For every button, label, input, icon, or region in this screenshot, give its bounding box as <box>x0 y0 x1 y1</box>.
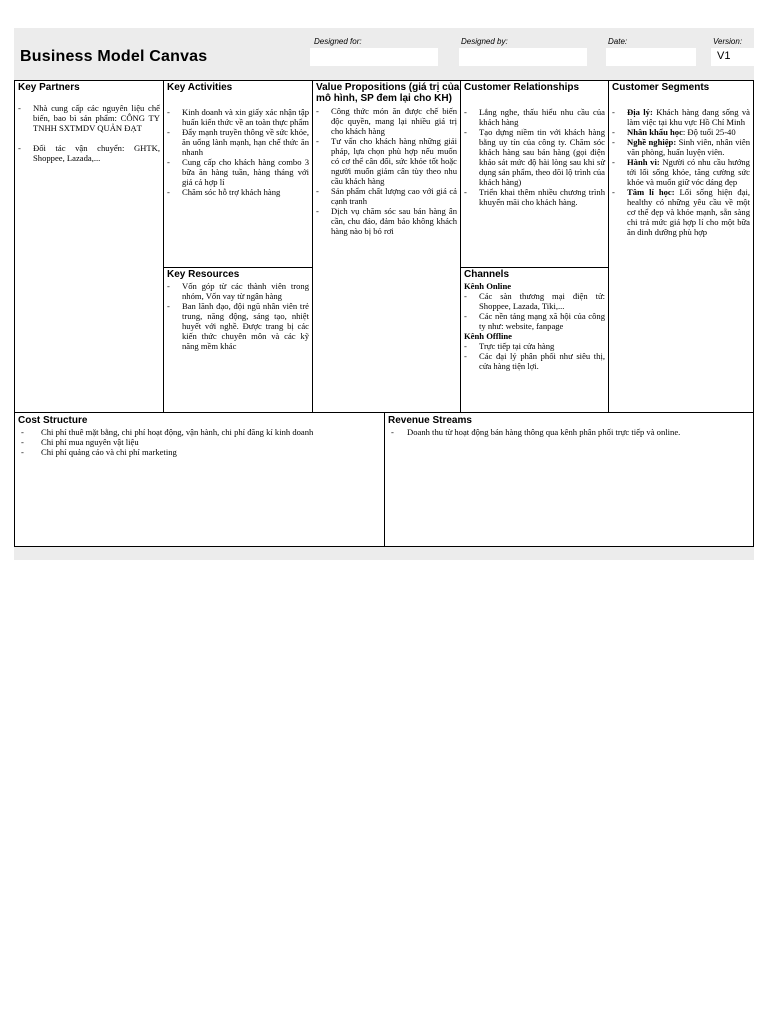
designed-by-label: Designed by: <box>461 37 508 46</box>
list-item: - Sản phẩm chất lượng cao với giá cả cạnh tranh <box>316 186 457 206</box>
cost-structure-block <box>15 412 384 546</box>
list-item: - Chi phí mua nguyên vật liệu <box>21 437 381 447</box>
key-partners-block <box>15 81 163 412</box>
channels-list <box>461 280 608 371</box>
customer-relationships-list <box>461 93 608 207</box>
key-resources-block <box>163 267 312 412</box>
list-item: - Lắng nghe, thấu hiểu nhu cầu của khách hàng <box>464 107 605 127</box>
list-item <box>612 157 750 187</box>
list-item: - Các nền tảng mạng xã hội của công ty như: website, fanpage <box>464 311 605 331</box>
key-activities-list <box>164 93 312 197</box>
list-item: - Chăm sóc hỗ trợ khách hàng <box>167 187 309 197</box>
segment-text: Người có nhu cầu hướng tới lối sống khỏe, tăng cường sức khỏe và muốn giữ vóc dáng đẹp <box>627 157 750 187</box>
date-field[interactable] <box>606 48 696 66</box>
key-resources-heading: Key Resources <box>167 269 240 280</box>
cost-structure-heading: Cost Structure <box>18 415 88 426</box>
list-item: - Doanh thu từ hoạt động bán hàng thông qua kênh phân phối trực tiếp và online. <box>391 427 750 437</box>
canvas-grid <box>14 80 754 547</box>
segment-text: Lối sống hiện đại, healthy có những yêu cầu về một cơ thể đẹp và khỏe mạnh, sẵn sàng chi trả mức giá hợp lí cho một bữa ăn dinh dưỡng phù hợp <box>627 187 750 237</box>
version-field[interactable] <box>711 48 754 66</box>
list-item: - Tư vấn cho khách hàng những giải pháp, lựa chọn phù hợp nếu muốn có cơ thể cân đối, sức khỏe tốt hoặc người muốn giảm cân tùy theo nhu cầu khách hàng <box>316 136 457 186</box>
segment-text: Sinh viên, nhân viên văn phòng, huấn luyện viên. <box>627 137 750 157</box>
customer-segments-block <box>608 81 753 412</box>
segment-label: Tâm lí học: <box>627 187 675 197</box>
channel-offline-label: Kênh Offline <box>464 331 512 341</box>
canvas-title: Business Model Canvas <box>20 48 208 65</box>
channels-heading: Channels <box>464 269 510 280</box>
key-activities-block <box>163 81 312 267</box>
key-resources-list <box>164 280 312 351</box>
key-partners-heading: Key Partners <box>18 82 80 93</box>
designed-for-label: Designed for: <box>314 37 362 46</box>
list-item <box>612 187 750 237</box>
customer-segments-list <box>609 93 753 237</box>
list-item: - Trực tiếp tại cửa hàng <box>464 341 605 351</box>
segment-label: Nghề nghiệp: <box>627 137 677 147</box>
customer-relationships-block <box>460 81 608 267</box>
value-propositions-list <box>313 104 460 236</box>
list-item <box>612 137 750 157</box>
canvas-footer-band <box>14 547 754 560</box>
value-propositions-heading: Value Propositions (giá trị của mô hình, SP đem lại cho KH) <box>316 82 460 104</box>
channel-online-label: Kênh Online <box>464 281 512 291</box>
channels-block <box>460 267 608 412</box>
customer-segments-heading: Customer Segments <box>612 82 710 93</box>
list-item: - Đẩy mạnh truyền thông về sức khỏe, ăn uống lành mạnh, hạn chế thức ăn nhanh <box>167 127 309 157</box>
list-item: - Chi phí thuê mặt bằng, chi phí hoạt động, vận hành, chi phí đăng kí kinh doanh <box>21 427 381 437</box>
revenue-streams-block <box>384 412 753 546</box>
segment-label: Địa lý: <box>627 107 653 117</box>
list-item <box>612 127 750 137</box>
version-label: Version: <box>713 37 743 46</box>
key-activities-heading: Key Activities <box>167 82 233 93</box>
list-item <box>612 107 750 127</box>
customer-relationships-heading: Customer Relationships <box>464 82 580 93</box>
value-propositions-block <box>312 81 460 412</box>
list-item: - Triển khai thêm nhiều chương trình khuyến mãi cho khách hàng. <box>464 187 605 207</box>
revenue-streams-heading: Revenue Streams <box>388 415 472 426</box>
list-item: - Các sàn thương mại điện tử: Shoppee, Lazada, Tiki,... <box>464 291 605 311</box>
key-partners-list <box>15 93 163 163</box>
designed-by-field[interactable] <box>459 48 587 66</box>
date-label: Date: <box>608 37 628 46</box>
segment-label: Nhân khẩu học <box>627 127 683 137</box>
segment-text: Khách hàng đang sống và làm việc tại khu vực Hồ Chí Minh <box>627 107 750 127</box>
cost-structure-list <box>15 426 384 457</box>
list-item: - Các đại lý phân phối như siêu thị, cửa hàng tiện lợi. <box>464 351 605 371</box>
list-item: - Đối tác vận chuyển: GHTK, Shoppee, Lazada,... <box>18 143 160 163</box>
list-item: - Tạo dựng niềm tin với khách hàng bằng uy tín của công ty. Chăm sóc khách hàng sau bán hàng (gọi điện khảo sát mức độ hài lòng sau khi sử dụng sản phẩm, theo dõi lộ trình của khách hàng) <box>464 127 605 187</box>
segment-label: Hành vi: <box>627 157 660 167</box>
list-item: - Ban lãnh đạo, đội ngũ nhân viên trẻ trung, năng động, sáng tạo, nhiệt huyết với nghề. Được trang bị các kiến thức chuyên môn và các kỹ năng mềm khác <box>167 301 309 351</box>
revenue-streams-list <box>385 426 753 437</box>
list-item: - Công thức món ăn được chế biến độc quyền, mang lại nhiều giá trị cho khách hàng <box>316 106 457 136</box>
designed-for-field[interactable] <box>310 48 438 66</box>
version-value: V1 <box>717 50 731 62</box>
list-item: - Chi phí quảng cáo và chi phí marketing <box>21 447 381 457</box>
list-item: - Vốn góp từ các thành viên trong nhóm, Vốn vay từ ngân hàng <box>167 281 309 301</box>
list-item: - Kinh doanh và xin giấy xác nhận tập huấn kiến thức về an toàn thực phẩm <box>167 107 309 127</box>
list-item: - Cung cấp cho khách hàng combo 3 bữa ăn hàng tuần, hàng tháng với giá cả hợp lí <box>167 157 309 187</box>
list-item: - Dịch vụ chăm sóc sau bán hàng ân cần, chu đáo, đảm bảo không khách hàng nào bị bỏ rơi <box>316 206 457 236</box>
segment-text: : Độ tuổi 25-40 <box>682 127 736 137</box>
list-item: - Nhà cung cấp các nguyên liệu chế biến, bao bì sản phẩm: CÔNG TY TNHH SXTMDV QUẢN ĐẠT <box>18 103 160 133</box>
